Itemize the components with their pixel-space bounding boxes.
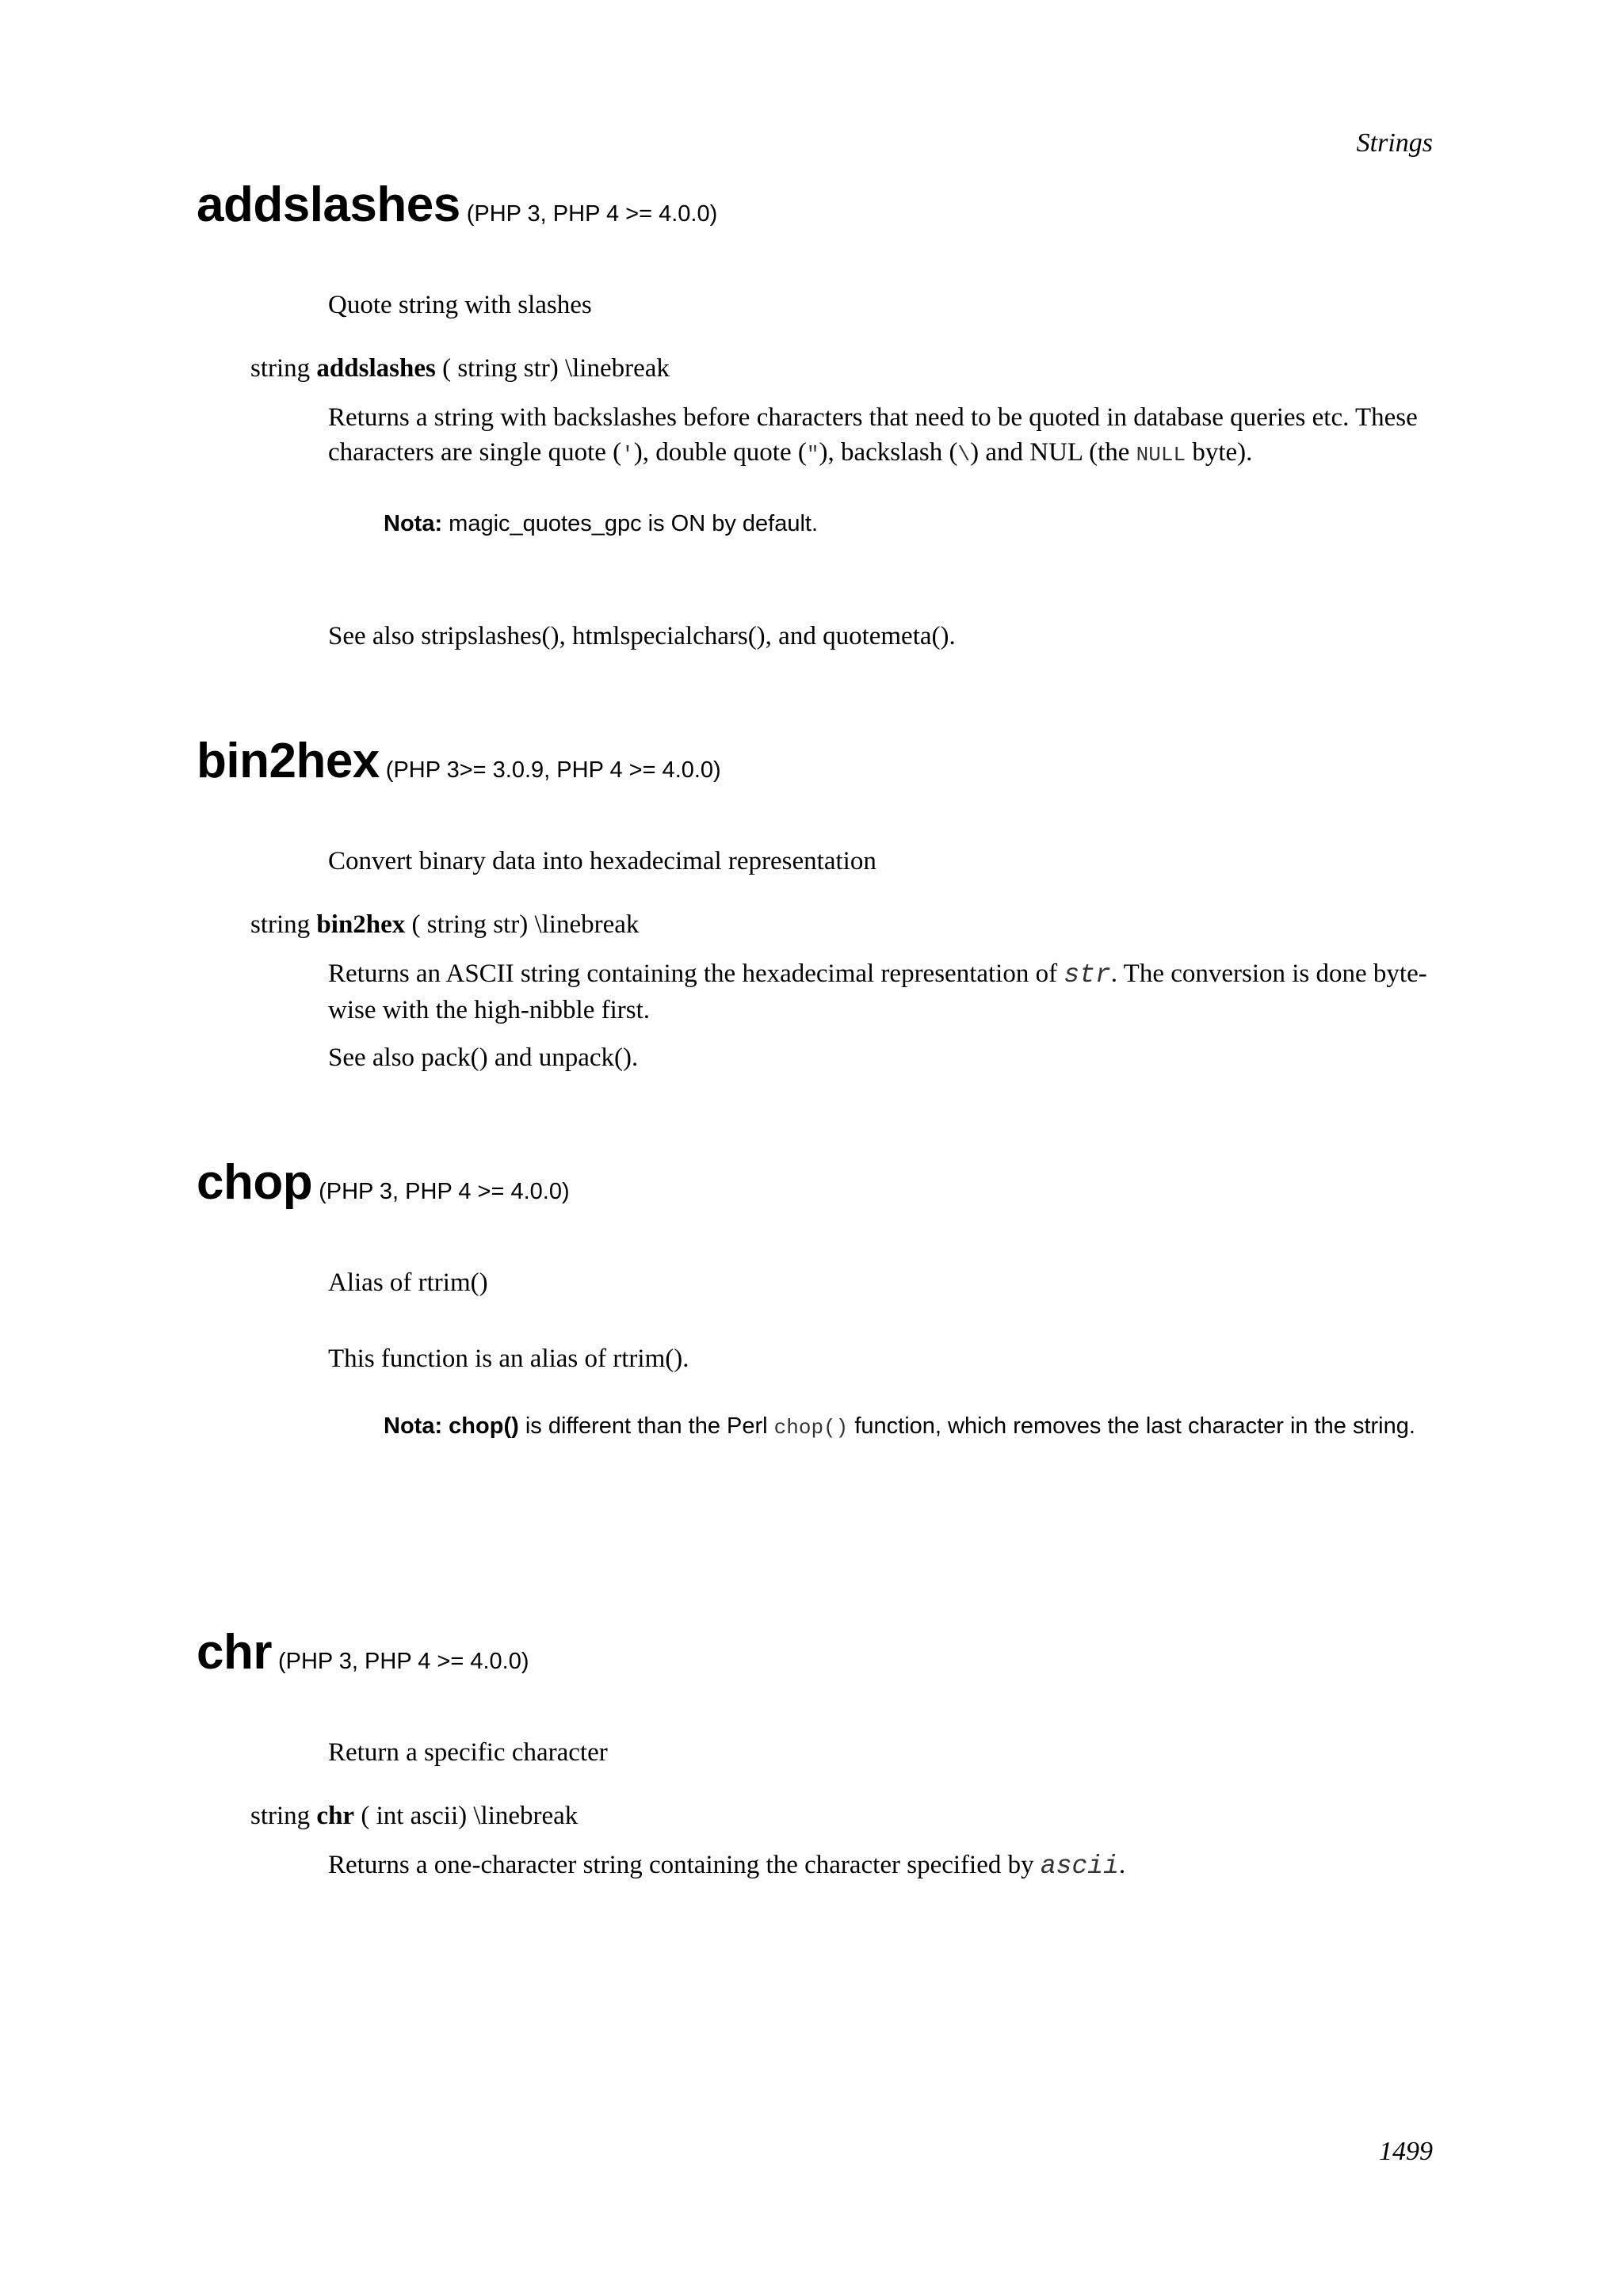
note-label: Nota: — [384, 511, 443, 536]
purpose: Alias of rtrim() — [328, 1268, 488, 1297]
description: Returns an ASCII string containing the hexadecimal representation of str. The conversion is done byte-wise with the high-nibble first. — [328, 959, 1427, 1024]
return-type: string — [250, 354, 311, 383]
note-text: magic_quotes_gpc is ON by default. — [442, 511, 819, 536]
return-type: string — [250, 1802, 311, 1830]
synopsis-function: chr — [316, 1802, 355, 1830]
entry-title — [197, 177, 1433, 232]
purpose: Return a specific character — [328, 1738, 608, 1767]
description: This function is an alias of rtrim(). — [328, 1344, 689, 1373]
parameter: ascii — [1040, 1852, 1119, 1881]
entry-title — [197, 1155, 1433, 1210]
entry-title — [197, 734, 1433, 788]
code-literal: " — [806, 443, 819, 467]
see-also: See also stripslashes(), htmlspecialchars(), and quotemeta(). — [328, 622, 956, 650]
note-label: Nota: — [384, 1413, 443, 1439]
synopsis — [250, 907, 639, 942]
function-name: chr — [197, 1625, 272, 1680]
entry-chop — [197, 1155, 1433, 1440]
version-info: (PHP 3>= 3.0.9, PHP 4 >= 4.0.0) — [385, 757, 721, 783]
code-literal: chop() — [773, 1416, 849, 1440]
synopsis-params: ( int ascii) \linebreak — [361, 1802, 579, 1830]
synopsis — [250, 1798, 578, 1833]
entry-addslashes — [197, 177, 1433, 650]
synopsis — [250, 351, 670, 386]
synopsis-params: ( string str) \linebreak — [411, 910, 640, 939]
code-literal: ' — [621, 443, 634, 467]
function-name: chop — [197, 1155, 313, 1210]
parameter: str — [1064, 960, 1111, 990]
synopsis-params: ( string str) \linebreak — [442, 354, 670, 383]
code-literal: NULL — [1136, 443, 1186, 467]
page-number: 1499 — [1379, 2137, 1433, 2166]
synopsis-function: bin2hex — [316, 910, 406, 939]
note — [384, 507, 1430, 540]
entry-title — [197, 1625, 1433, 1680]
note: Nota: chop() is different than the Perl chop() function, which removes the last character in the string. — [384, 1413, 1415, 1440]
function-name: bin2hex — [197, 734, 380, 788]
code-literal: \ — [957, 443, 971, 467]
synopsis-function: addslashes — [316, 354, 436, 383]
entry-chr — [197, 1625, 1433, 1881]
purpose: Quote string with slashes — [328, 291, 592, 319]
description: Returns a one-character string containing the character specified by ascii. — [328, 1851, 1126, 1881]
version-info: (PHP 3, PHP 4 >= 4.0.0) — [466, 201, 718, 227]
version-info: (PHP 3, PHP 4 >= 4.0.0) — [277, 1649, 529, 1674]
function-name: addslashes — [197, 177, 460, 232]
purpose: Convert binary data into hexadecimal representation — [328, 847, 876, 875]
running-header: Strings — [1356, 128, 1433, 158]
description: Returns a string with backslashes before characters that need to be quoted in database queries etc. These characters are single quote ('), double quote ("), backslash (\) and NUL (the NULL byte). — [328, 403, 1418, 467]
entry-bin2hex — [197, 734, 1433, 1072]
return-type: string — [250, 910, 311, 939]
see-also: See also pack() and unpack(). — [328, 1043, 639, 1072]
note-function: chop() — [449, 1413, 519, 1439]
version-info: (PHP 3, PHP 4 >= 4.0.0) — [319, 1179, 570, 1204]
